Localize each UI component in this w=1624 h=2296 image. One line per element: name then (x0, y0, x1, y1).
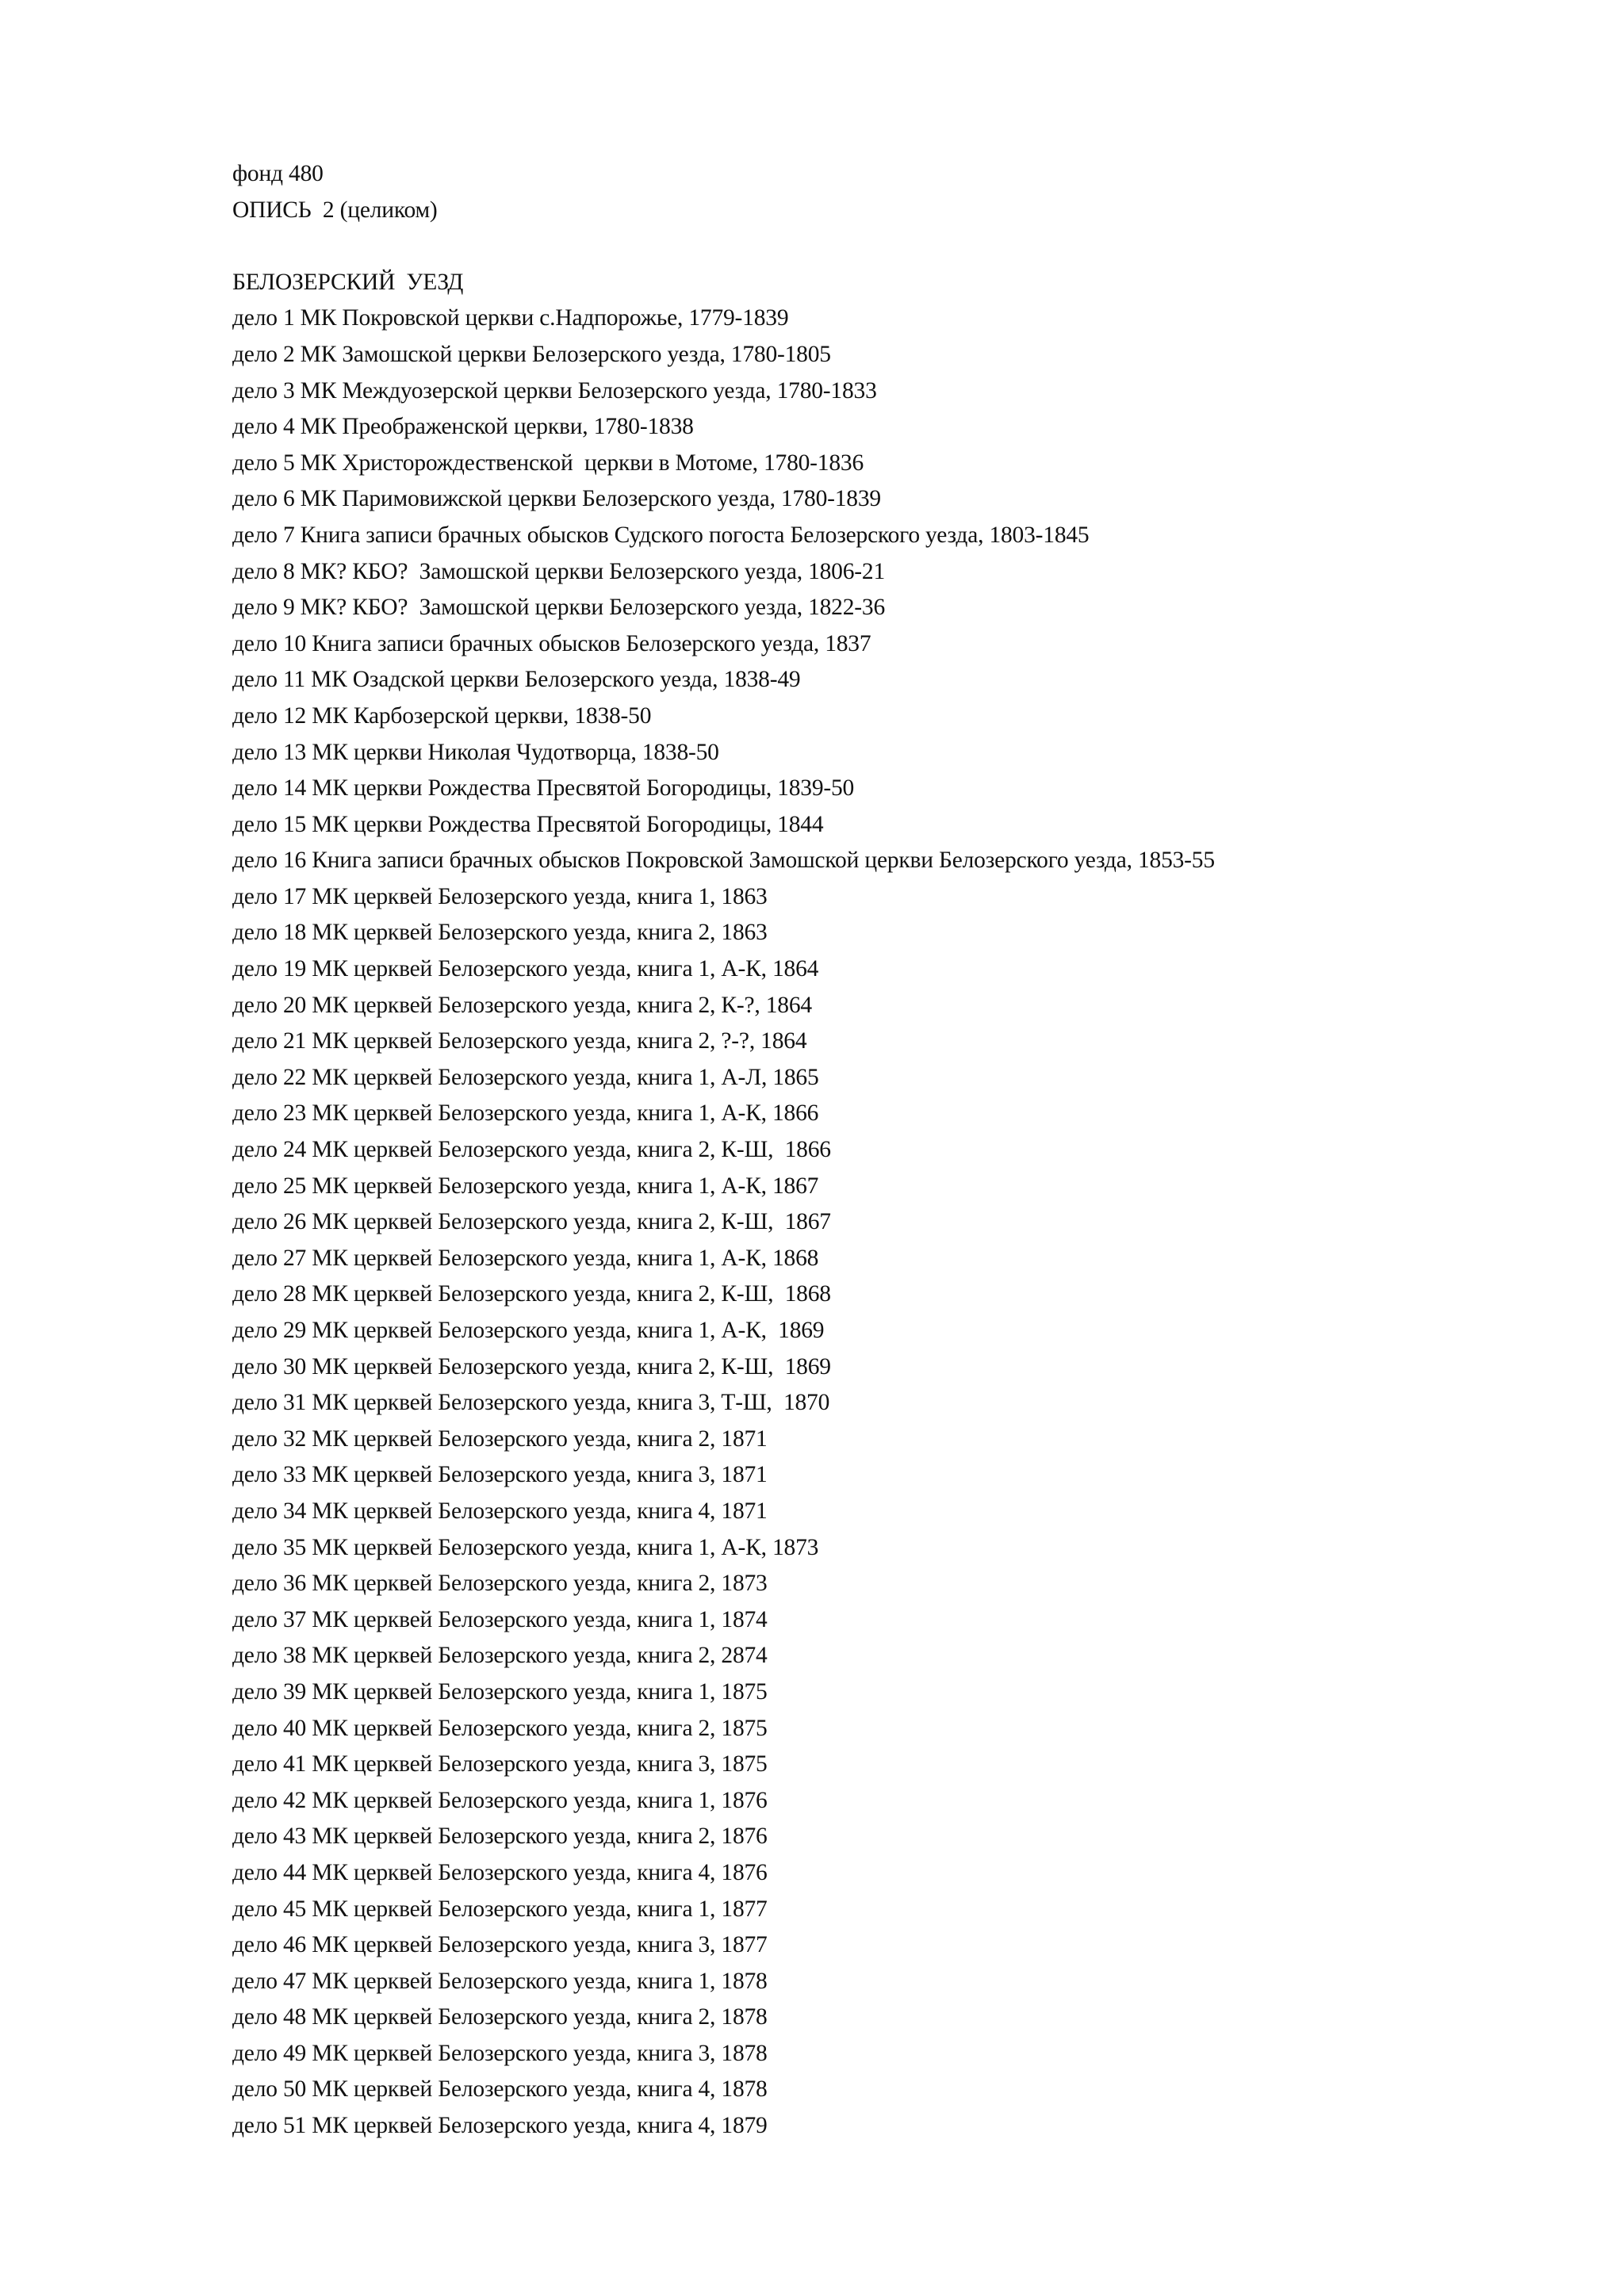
list-item: дело 39 МК церквей Белозерского уезда, книга 1, 1875 (232, 1678, 768, 1705)
list-item: дело 50 МК церквей Белозерского уезда, книга 4, 1878 (232, 2076, 768, 2103)
list-item: дело 26 МК церквей Белозерского уезда, книга 2, К-Ш, 1867 (232, 1209, 831, 1235)
blank-line (232, 228, 1580, 265)
list-item: дело 6 МК Паримовижской церкви Белозерского уезда, 1780-1839 (232, 486, 881, 512)
list-item: дело 21 МК церквей Белозерского уезда, книга 2, ?-?, 1864 (232, 1028, 807, 1054)
document-page (232, 156, 1580, 2145)
list-item: дело 15 МК церкви Рождества Пресвятой Богородицы, 1844 (232, 811, 824, 837)
list-item: дело 28 МК церквей Белозерского уезда, книга 2, К-Ш, 1868 (232, 1281, 831, 1307)
list-item: дело 8 МК? КБО? Замошской церкви Белозерского уезда, 1806-21 (232, 558, 885, 584)
list-item: дело 9 МК? КБО? Замошской церкви Белозерского уезда, 1822-36 (232, 595, 885, 621)
list-item: дело 4 МК Преображенской церкви, 1780-1838 (232, 414, 694, 440)
list-item: дело 22 МК церквей Белозерского уезда, книга 1, А-Л, 1865 (232, 1064, 819, 1090)
list-item: дело 19 МК церквей Белозерского уезда, книга 1, А-К, 1864 (232, 956, 819, 982)
opis-heading: ОПИСЬ 2 (целиком) (232, 197, 438, 223)
list-item: дело 40 МК церквей Белозерского уезда, книга 2, 1875 (232, 1715, 768, 1741)
list-item: дело 46 МК церквей Белозерского уезда, книга 3, 1877 (232, 1932, 768, 1958)
list-item: дело 36 МК церквей Белозерского уезда, книга 2, 1873 (232, 1571, 768, 1597)
list-item: дело 47 МК церквей Белозерского уезда, книга 1, 1878 (232, 1968, 768, 1994)
list-item: дело 1 МК Покровской церкви с.Надпорожье, 1779-1839 (232, 305, 789, 331)
section-title: БЕЛОЗЕРСКИЙ УЕЗД (232, 269, 464, 295)
list-item: дело 38 МК церквей Белозерского уезда, книга 2, 2874 (232, 1643, 768, 1669)
list-item: дело 20 МК церквей Белозерского уезда, книга 2, К-?, 1864 (232, 992, 812, 1018)
list-item: дело 43 МК церквей Белозерского уезда, книга 2, 1876 (232, 1823, 768, 1850)
list-item: дело 23 МК церквей Белозерского уезда, книга 1, А-К, 1866 (232, 1100, 819, 1127)
list-item: дело 35 МК церквей Белозерского уезда, книга 1, А-К, 1873 (232, 1534, 819, 1560)
list-item: дело 30 МК церквей Белозерского уезда, книга 2, К-Ш, 1869 (232, 1353, 831, 1380)
list-item: дело 34 МК церквей Белозерского уезда, книга 4, 1871 (232, 1498, 768, 1524)
list-item: дело 3 МК Междуозерской церкви Белозерского уезда, 1780-1833 (232, 377, 877, 404)
list-item: дело 7 Книга записи брачных обысков Судского погоста Белозерского уезда, 1803-1845 (232, 522, 1090, 548)
list-item: дело 17 МК церквей Белозерского уезда, книга 1, 1863 (232, 883, 768, 909)
list-item: дело 24 МК церквей Белозерского уезда, книга 2, К-Ш, 1866 (232, 1137, 831, 1163)
list-item: дело 42 МК церквей Белозерского уезда, книга 1, 1876 (232, 1787, 768, 1813)
list-item: дело 51 МК церквей Белозерского уезда, книга 4, 1879 (232, 2113, 768, 2139)
list-item: дело 12 МК Карбозерской церкви, 1838-50 (232, 702, 652, 729)
list-item: дело 10 Книга записи брачных обысков Белозерского уезда, 1837 (232, 630, 871, 656)
fond-heading: фонд 480 (232, 161, 324, 186)
list-item: дело 16 Книга записи брачных обысков Покровской Замошской церкви Белозерского уезда, 1853-55 (232, 848, 1215, 874)
list-item: дело 13 МК церкви Николая Чудотворца, 1838-50 (232, 739, 719, 765)
list-item: дело 32 МК церквей Белозерского уезда, книга 2, 1871 (232, 1425, 768, 1452)
list-item: дело 44 МК церквей Белозерского уезда, книга 4, 1876 (232, 1859, 768, 1885)
list-item: дело 33 МК церквей Белозерского уезда, книга 3, 1871 (232, 1462, 768, 1488)
list-item: дело 45 МК церквей Белозерского уезда, книга 1, 1877 (232, 1896, 768, 1922)
list-item: дело 18 МК церквей Белозерского уезда, книга 2, 1863 (232, 920, 768, 946)
list-item: дело 37 МК церквей Белозерского уезда, книга 1, 1874 (232, 1606, 768, 1632)
list-item: дело 11 МК Озадской церкви Белозерского уезда, 1838-49 (232, 667, 801, 693)
list-item: дело 5 МК Христорождественской церкви в Мотоме, 1780-1836 (232, 450, 864, 476)
list-item: дело 29 МК церквей Белозерского уезда, книга 1, А-К, 1869 (232, 1318, 825, 1343)
list-item: дело 49 МК церквей Белозерского уезда, книга 3, 1878 (232, 2040, 768, 2066)
list-item: дело 25 МК церквей Белозерского уезда, книга 1, А-К, 1867 (232, 1173, 819, 1199)
list-item: дело 14 МК церкви Рождества Пресвятой Богородицы, 1839-50 (232, 775, 855, 802)
list-item: дело 48 МК церквей Белозерского уезда, книга 2, 1878 (232, 2004, 768, 2030)
list-item: дело 31 МК церквей Белозерского уезда, книга 3, Т-Ш, 1870 (232, 1390, 830, 1416)
list-item: дело 41 МК церквей Белозерского уезда, книга 3, 1875 (232, 1751, 768, 1777)
entries-list (232, 300, 1580, 2144)
list-item: дело 2 МК Замошской церкви Белозерского уезда, 1780-1805 (232, 341, 831, 367)
list-item: дело 27 МК церквей Белозерского уезда, книга 1, А-К, 1868 (232, 1245, 819, 1271)
